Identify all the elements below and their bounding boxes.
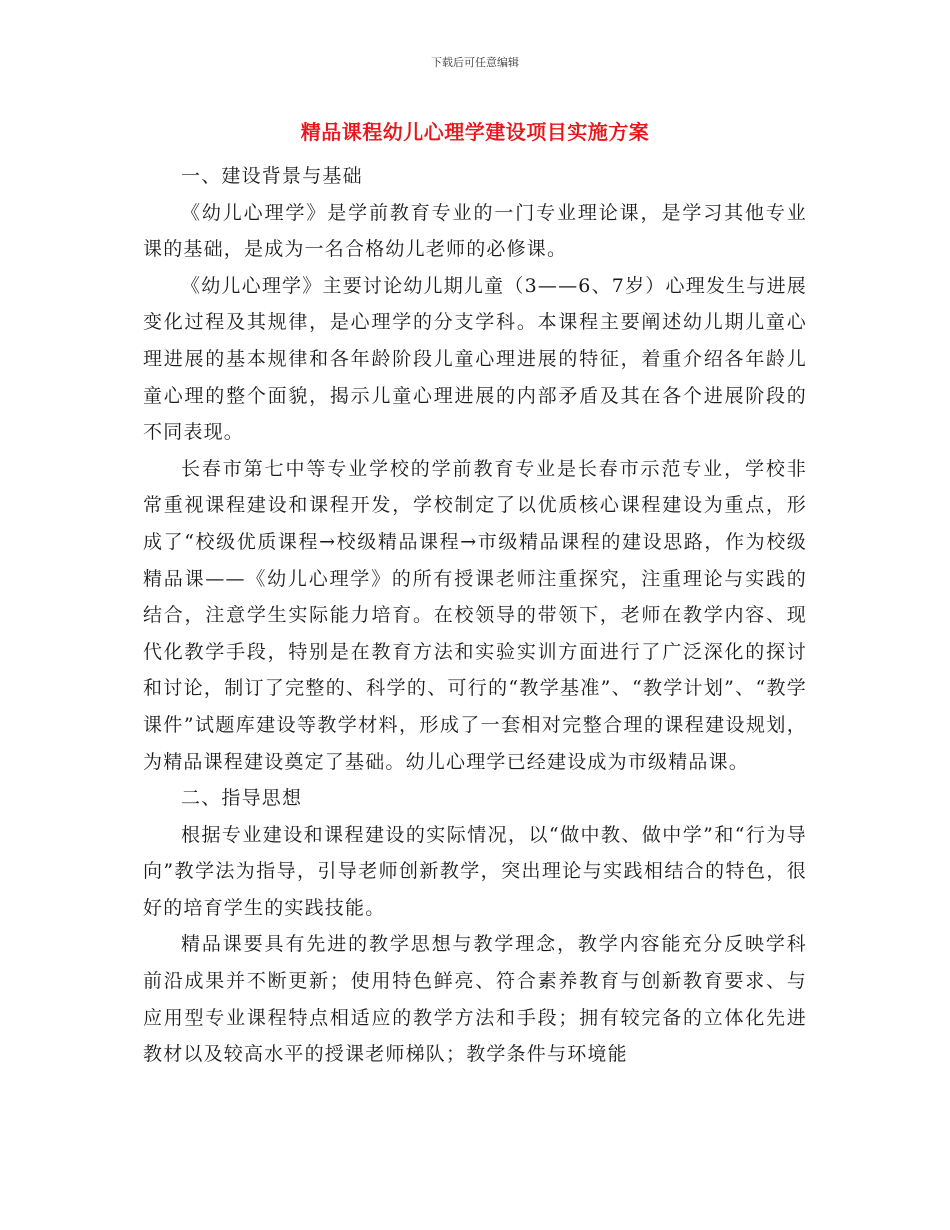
document-body <box>143 158 807 1073</box>
section-heading-guiding-ideology: 二、指导思想 <box>181 787 303 810</box>
paragraph: 根据专业建设和课程建设的实际情况，以“做中教、做中学”和“行为导向”教学法为指导，引导老师创新教学，突出理论与实践相结合的特色，很好的培育学生的实践技能。 <box>143 823 807 919</box>
paragraph: 《幼儿心理学》是学前教育专业的一门专业理论课，是学习其他专业课的基础，是成为一名合格幼儿老师的必修课。 <box>143 201 807 261</box>
document-title: 精品课程幼儿心理学建设项目实施方案 <box>300 120 650 144</box>
paragraph: 《幼儿心理学》主要讨论幼儿期儿童（3——6、7岁）心理发生与进展变化过程及其规律，是心理学的分支学科。本课程主要阐述幼儿期儿童心理进展的基本规律和各年龄阶段儿童心理进展的特征，着重介绍各年龄儿童心理的整个面貌，揭示儿童心理进展的内部矛盾及其在各个进展阶段的不同表现。 <box>143 274 807 444</box>
paragraph: 精品课要具有先进的教学思想与教学理念，教学内容能充分反映学科前沿成果并不断更新；使用特色鲜亮、符合素养教育与创新教育要求、与应用型专业课程特点相适应的教学方法和手段；拥有较完备的立体化先进教材以及较高水平的授课老师梯队；教学条件与环境能 <box>143 933 807 1066</box>
header-note: 下载后可任意编辑 <box>431 56 519 69</box>
section-heading-background: 一、建设背景与基础 <box>181 165 363 187</box>
paragraph: 长春市第七中等专业学校的学前教育专业是长春市示范专业，学校非常重视课程建设和课程开发，学校制定了以优质核心课程建设为重点，形成了“校级优质课程→校级精品课程→市级精品课程的建设思路，作为校级精品课——《幼儿心理学》的所有授课老师注重探究，注重理论与实践的结合，注意学生实际能力培育。在校领导的带领下，老师在教学内容、现代化教学手段，特别是在教育方法和实验实训方面进行了广泛深化的探讨和讨论，制订了完整的、科学的、可行的“教学基准”、“教学计划”、“教学课件”试题库建设等教学材料，形成了一套相对完整合理的课程建设规划，为精品课程建设奠定了基础。幼儿心理学已经建设成为市级精品课。 <box>143 457 807 773</box>
